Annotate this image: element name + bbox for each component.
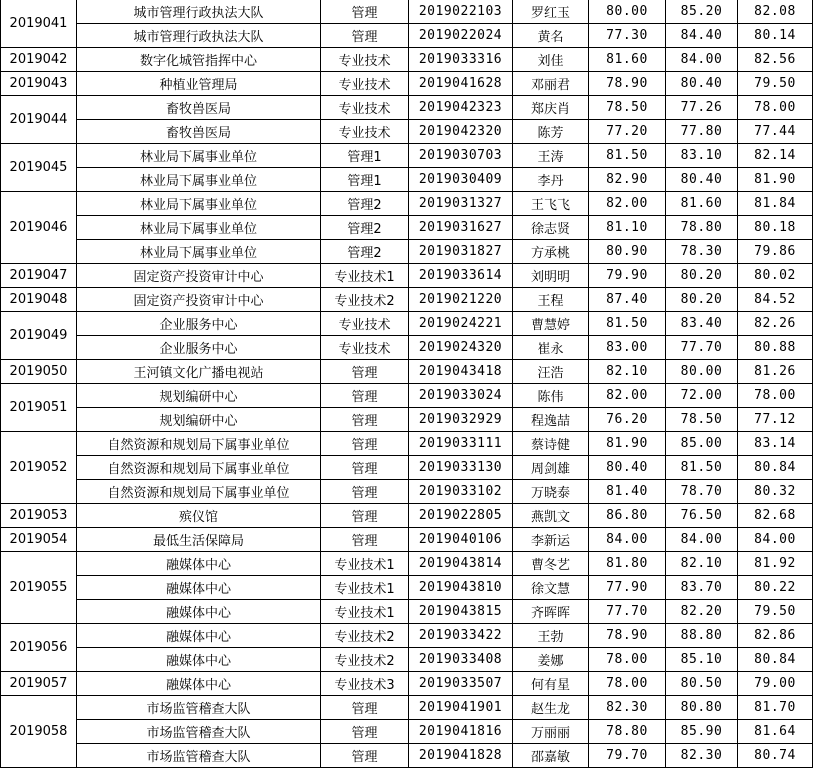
total-score-cell: 81.64 [738, 720, 813, 744]
candidate-name-cell: 齐晖晖 [513, 600, 589, 624]
post-code-cell: 2019052 [1, 432, 77, 504]
exam-id-cell: 2019033102 [409, 480, 513, 504]
post-code-cell: 2019042 [1, 48, 77, 72]
post-type-cell: 管理1 [321, 168, 409, 192]
interview-score-cell: 83.40 [666, 312, 738, 336]
table-row [1, 264, 813, 288]
unit-name-cell: 林业局下属事业单位 [77, 240, 321, 264]
unit-name-cell: 城市管理行政执法大队 [77, 24, 321, 48]
table-row [1, 120, 813, 144]
written-score-cell: 84.00 [589, 528, 666, 552]
interview-score-cell: 81.60 [666, 192, 738, 216]
candidate-name-cell: 刘明明 [513, 264, 589, 288]
written-score-cell: 81.50 [589, 312, 666, 336]
total-score-cell: 82.56 [738, 48, 813, 72]
total-score-cell: 80.18 [738, 216, 813, 240]
written-score-cell: 83.00 [589, 336, 666, 360]
post-type-cell: 管理 [321, 456, 409, 480]
candidate-name-cell: 刘佳 [513, 48, 589, 72]
unit-name-cell: 融媒体中心 [77, 600, 321, 624]
total-score-cell: 84.00 [738, 528, 813, 552]
candidate-name-cell: 程逸喆 [513, 408, 589, 432]
post-type-cell: 专业技术2 [321, 648, 409, 672]
written-score-cell: 79.70 [589, 744, 666, 768]
unit-name-cell: 固定资产投资审计中心 [77, 264, 321, 288]
candidate-name-cell: 燕凯文 [513, 504, 589, 528]
unit-name-cell: 固定资产投资审计中心 [77, 288, 321, 312]
exam-id-cell: 2019030409 [409, 168, 513, 192]
written-score-cell: 78.50 [589, 96, 666, 120]
post-type-cell: 专业技术2 [321, 624, 409, 648]
candidate-name-cell: 崔永 [513, 336, 589, 360]
post-type-cell: 专业技术3 [321, 672, 409, 696]
post-code-cell: 2019043 [1, 72, 77, 96]
exam-id-cell: 2019033316 [409, 48, 513, 72]
written-score-cell: 87.40 [589, 288, 666, 312]
post-type-cell: 专业技术 [321, 120, 409, 144]
interview-score-cell: 85.90 [666, 720, 738, 744]
post-code-cell: 2019044 [1, 96, 77, 144]
written-score-cell: 79.90 [589, 264, 666, 288]
unit-name-cell: 王河镇文化广播电视站 [77, 360, 321, 384]
interview-score-cell: 83.10 [666, 144, 738, 168]
post-type-cell: 管理 [321, 528, 409, 552]
unit-name-cell: 规划编研中心 [77, 384, 321, 408]
post-type-cell: 管理2 [321, 192, 409, 216]
written-score-cell: 82.90 [589, 168, 666, 192]
table-body [1, 0, 813, 768]
unit-name-cell: 林业局下属事业单位 [77, 192, 321, 216]
candidate-name-cell: 万晓泰 [513, 480, 589, 504]
table-row [1, 240, 813, 264]
total-score-cell: 79.00 [738, 672, 813, 696]
written-score-cell: 81.10 [589, 216, 666, 240]
post-type-cell: 管理 [321, 432, 409, 456]
unit-name-cell: 企业服务中心 [77, 312, 321, 336]
interview-score-cell: 78.70 [666, 480, 738, 504]
post-type-cell: 专业技术2 [321, 288, 409, 312]
written-score-cell: 78.00 [589, 648, 666, 672]
total-score-cell: 77.12 [738, 408, 813, 432]
post-type-cell: 管理 [321, 360, 409, 384]
unit-name-cell: 林业局下属事业单位 [77, 144, 321, 168]
unit-name-cell: 企业服务中心 [77, 336, 321, 360]
unit-name-cell: 融媒体中心 [77, 552, 321, 576]
candidate-name-cell: 赵生龙 [513, 696, 589, 720]
total-score-cell: 80.88 [738, 336, 813, 360]
post-code-cell: 2019045 [1, 144, 77, 192]
interview-score-cell: 80.50 [666, 672, 738, 696]
written-score-cell: 78.90 [589, 72, 666, 96]
post-code-cell: 2019046 [1, 192, 77, 264]
unit-name-cell: 融媒体中心 [77, 672, 321, 696]
exam-id-cell: 2019022024 [409, 24, 513, 48]
total-score-cell: 80.74 [738, 744, 813, 768]
written-score-cell: 82.10 [589, 360, 666, 384]
post-type-cell: 专业技术 [321, 312, 409, 336]
table-row [1, 648, 813, 672]
interview-score-cell: 84.40 [666, 24, 738, 48]
interview-score-cell: 82.10 [666, 552, 738, 576]
written-score-cell: 80.90 [589, 240, 666, 264]
candidate-name-cell: 郑庆肖 [513, 96, 589, 120]
post-type-cell: 专业技术1 [321, 576, 409, 600]
unit-name-cell: 规划编研中心 [77, 408, 321, 432]
candidate-name-cell: 曹冬艺 [513, 552, 589, 576]
exam-id-cell: 2019043815 [409, 600, 513, 624]
candidate-name-cell: 陈芳 [513, 120, 589, 144]
written-score-cell: 78.90 [589, 624, 666, 648]
unit-name-cell: 数字化城管指挥中心 [77, 48, 321, 72]
interview-score-cell: 77.70 [666, 336, 738, 360]
interview-score-cell: 77.80 [666, 120, 738, 144]
candidate-name-cell: 曹慧婷 [513, 312, 589, 336]
total-score-cell: 80.22 [738, 576, 813, 600]
interview-score-cell: 85.10 [666, 648, 738, 672]
exam-id-cell: 2019033024 [409, 384, 513, 408]
exam-id-cell: 2019033408 [409, 648, 513, 672]
written-score-cell: 77.20 [589, 120, 666, 144]
total-score-cell: 80.32 [738, 480, 813, 504]
exam-id-cell: 2019041901 [409, 696, 513, 720]
post-type-cell: 管理 [321, 480, 409, 504]
interview-score-cell: 72.00 [666, 384, 738, 408]
total-score-cell: 81.26 [738, 360, 813, 384]
interview-score-cell: 81.50 [666, 456, 738, 480]
post-type-cell: 管理 [321, 504, 409, 528]
unit-name-cell: 种植业管理局 [77, 72, 321, 96]
written-score-cell: 81.90 [589, 432, 666, 456]
total-score-cell: 83.14 [738, 432, 813, 456]
total-score-cell: 81.92 [738, 552, 813, 576]
post-type-cell: 专业技术 [321, 48, 409, 72]
total-score-cell: 82.68 [738, 504, 813, 528]
written-score-cell: 81.40 [589, 480, 666, 504]
post-code-cell: 2019050 [1, 360, 77, 384]
post-code-cell: 2019049 [1, 312, 77, 360]
candidate-name-cell: 罗红玉 [513, 0, 589, 24]
interview-score-cell: 77.26 [666, 96, 738, 120]
candidate-name-cell: 陈伟 [513, 384, 589, 408]
interview-score-cell: 76.50 [666, 504, 738, 528]
candidate-name-cell: 王勃 [513, 624, 589, 648]
written-score-cell: 82.00 [589, 384, 666, 408]
exam-id-cell: 2019042320 [409, 120, 513, 144]
post-type-cell: 管理 [321, 0, 409, 24]
exam-id-cell: 2019031827 [409, 240, 513, 264]
interview-score-cell: 85.00 [666, 432, 738, 456]
post-code-cell: 2019054 [1, 528, 77, 552]
unit-name-cell: 畜牧兽医局 [77, 96, 321, 120]
exam-id-cell: 2019033507 [409, 672, 513, 696]
exam-id-cell: 2019041628 [409, 72, 513, 96]
exam-id-cell: 2019041816 [409, 720, 513, 744]
table-row [1, 696, 813, 720]
table-row [1, 288, 813, 312]
post-type-cell: 管理 [321, 24, 409, 48]
total-score-cell: 80.14 [738, 24, 813, 48]
candidate-name-cell: 王涛 [513, 144, 589, 168]
table-row [1, 624, 813, 648]
post-type-cell: 专业技术1 [321, 552, 409, 576]
table-row [1, 336, 813, 360]
table-row [1, 720, 813, 744]
table-row [1, 144, 813, 168]
table-row [1, 672, 813, 696]
unit-name-cell: 自然资源和规划局下属事业单位 [77, 480, 321, 504]
table-row [1, 744, 813, 768]
total-score-cell: 78.00 [738, 96, 813, 120]
post-type-cell: 管理 [321, 744, 409, 768]
table-row [1, 528, 813, 552]
exam-id-cell: 2019033111 [409, 432, 513, 456]
table-row [1, 576, 813, 600]
unit-name-cell: 最低生活保障局 [77, 528, 321, 552]
interview-score-cell: 80.20 [666, 288, 738, 312]
interview-score-cell: 80.20 [666, 264, 738, 288]
candidate-name-cell: 周剑雄 [513, 456, 589, 480]
post-type-cell: 管理 [321, 384, 409, 408]
candidate-name-cell: 黄名 [513, 24, 589, 48]
post-type-cell: 专业技术 [321, 336, 409, 360]
table-row [1, 24, 813, 48]
unit-name-cell: 融媒体中心 [77, 576, 321, 600]
total-score-cell: 80.84 [738, 648, 813, 672]
post-type-cell: 专业技术 [321, 72, 409, 96]
unit-name-cell: 市场监管稽查大队 [77, 744, 321, 768]
written-score-cell: 81.60 [589, 48, 666, 72]
unit-name-cell: 殡仪馆 [77, 504, 321, 528]
candidate-name-cell: 王飞飞 [513, 192, 589, 216]
candidate-name-cell: 何有星 [513, 672, 589, 696]
exam-id-cell: 2019040106 [409, 528, 513, 552]
interview-score-cell: 78.30 [666, 240, 738, 264]
post-code-cell: 2019057 [1, 672, 77, 696]
exam-id-cell: 2019041828 [409, 744, 513, 768]
interview-score-cell: 84.00 [666, 528, 738, 552]
post-code-cell: 2019053 [1, 504, 77, 528]
interview-score-cell: 78.50 [666, 408, 738, 432]
exam-id-cell: 2019024320 [409, 336, 513, 360]
interview-score-cell: 84.00 [666, 48, 738, 72]
total-score-cell: 81.90 [738, 168, 813, 192]
table-row [1, 504, 813, 528]
post-type-cell: 管理 [321, 720, 409, 744]
candidate-name-cell: 方承桃 [513, 240, 589, 264]
candidate-name-cell: 邵嘉敏 [513, 744, 589, 768]
unit-name-cell: 畜牧兽医局 [77, 120, 321, 144]
total-score-cell: 79.86 [738, 240, 813, 264]
written-score-cell: 80.40 [589, 456, 666, 480]
table-row [1, 48, 813, 72]
table-row [1, 312, 813, 336]
unit-name-cell: 市场监管稽查大队 [77, 720, 321, 744]
written-score-cell: 77.30 [589, 24, 666, 48]
unit-name-cell: 市场监管稽查大队 [77, 696, 321, 720]
table-row [1, 600, 813, 624]
written-score-cell: 78.80 [589, 720, 666, 744]
table-row [1, 168, 813, 192]
written-score-cell: 86.80 [589, 504, 666, 528]
interview-score-cell: 78.80 [666, 216, 738, 240]
exam-id-cell: 2019033130 [409, 456, 513, 480]
table-row [1, 384, 813, 408]
interview-score-cell: 83.70 [666, 576, 738, 600]
written-score-cell: 78.00 [589, 672, 666, 696]
interview-score-cell: 82.30 [666, 744, 738, 768]
table-row [1, 72, 813, 96]
post-code-cell: 2019048 [1, 288, 77, 312]
total-score-cell: 80.84 [738, 456, 813, 480]
table-row [1, 216, 813, 240]
post-code-cell: 2019056 [1, 624, 77, 672]
written-score-cell: 81.50 [589, 144, 666, 168]
exam-id-cell: 2019042323 [409, 96, 513, 120]
post-type-cell: 管理 [321, 696, 409, 720]
exam-id-cell: 2019033422 [409, 624, 513, 648]
written-score-cell: 82.30 [589, 696, 666, 720]
exam-id-cell: 2019043418 [409, 360, 513, 384]
unit-name-cell: 自然资源和规划局下属事业单位 [77, 432, 321, 456]
total-score-cell: 78.00 [738, 384, 813, 408]
post-type-cell: 管理2 [321, 240, 409, 264]
interview-score-cell: 80.00 [666, 360, 738, 384]
post-type-cell: 管理1 [321, 144, 409, 168]
written-score-cell: 76.20 [589, 408, 666, 432]
total-score-cell: 79.50 [738, 72, 813, 96]
unit-name-cell: 城市管理行政执法大队 [77, 0, 321, 24]
table-row [1, 192, 813, 216]
total-score-cell: 82.26 [738, 312, 813, 336]
post-type-cell: 专业技术 [321, 96, 409, 120]
table-row [1, 456, 813, 480]
unit-name-cell: 自然资源和规划局下属事业单位 [77, 456, 321, 480]
total-score-cell: 81.84 [738, 192, 813, 216]
interview-score-cell: 80.80 [666, 696, 738, 720]
exam-id-cell: 2019024221 [409, 312, 513, 336]
post-type-cell: 管理 [321, 408, 409, 432]
exam-id-cell: 2019043814 [409, 552, 513, 576]
total-score-cell: 82.86 [738, 624, 813, 648]
table-row [1, 408, 813, 432]
candidate-name-cell: 李丹 [513, 168, 589, 192]
post-code-cell: 2019051 [1, 384, 77, 432]
candidate-name-cell: 徐文慧 [513, 576, 589, 600]
total-score-cell: 80.02 [738, 264, 813, 288]
exam-id-cell: 2019032929 [409, 408, 513, 432]
written-score-cell: 77.70 [589, 600, 666, 624]
interview-score-cell: 85.20 [666, 0, 738, 24]
post-code-cell: 2019058 [1, 696, 77, 768]
post-code-cell: 2019055 [1, 552, 77, 624]
unit-name-cell: 融媒体中心 [77, 624, 321, 648]
total-score-cell: 81.70 [738, 696, 813, 720]
exam-id-cell: 2019030703 [409, 144, 513, 168]
written-score-cell: 81.80 [589, 552, 666, 576]
total-score-cell: 82.14 [738, 144, 813, 168]
candidate-name-cell: 邓丽君 [513, 72, 589, 96]
post-type-cell: 专业技术1 [321, 600, 409, 624]
post-type-cell: 管理2 [321, 216, 409, 240]
total-score-cell: 82.08 [738, 0, 813, 24]
interview-score-cell: 80.40 [666, 72, 738, 96]
candidate-name-cell: 王程 [513, 288, 589, 312]
written-score-cell: 82.00 [589, 192, 666, 216]
post-code-cell: 2019047 [1, 264, 77, 288]
total-score-cell: 84.52 [738, 288, 813, 312]
interview-score-cell: 80.40 [666, 168, 738, 192]
table-row [1, 432, 813, 456]
exam-id-cell: 2019022805 [409, 504, 513, 528]
exam-id-cell: 2019033614 [409, 264, 513, 288]
exam-id-cell: 2019031627 [409, 216, 513, 240]
table-row [1, 480, 813, 504]
table-row [1, 96, 813, 120]
candidate-name-cell: 徐志贤 [513, 216, 589, 240]
candidate-name-cell: 万丽丽 [513, 720, 589, 744]
written-score-cell: 80.00 [589, 0, 666, 24]
table-row [1, 0, 813, 24]
table-row [1, 552, 813, 576]
unit-name-cell: 融媒体中心 [77, 648, 321, 672]
exam-id-cell: 2019043810 [409, 576, 513, 600]
written-score-cell: 77.90 [589, 576, 666, 600]
candidate-name-cell: 汪浩 [513, 360, 589, 384]
exam-id-cell: 2019022103 [409, 0, 513, 24]
candidate-name-cell: 李新运 [513, 528, 589, 552]
post-code-cell: 2019041 [1, 0, 77, 48]
post-type-cell: 专业技术1 [321, 264, 409, 288]
exam-id-cell: 2019031327 [409, 192, 513, 216]
total-score-cell: 79.50 [738, 600, 813, 624]
interview-score-cell: 88.80 [666, 624, 738, 648]
exam-id-cell: 2019021220 [409, 288, 513, 312]
unit-name-cell: 林业局下属事业单位 [77, 216, 321, 240]
candidate-name-cell: 蔡诗健 [513, 432, 589, 456]
table-row [1, 360, 813, 384]
candidate-name-cell: 姜娜 [513, 648, 589, 672]
interview-score-cell: 82.20 [666, 600, 738, 624]
unit-name-cell: 林业局下属事业单位 [77, 168, 321, 192]
total-score-cell: 77.44 [738, 120, 813, 144]
